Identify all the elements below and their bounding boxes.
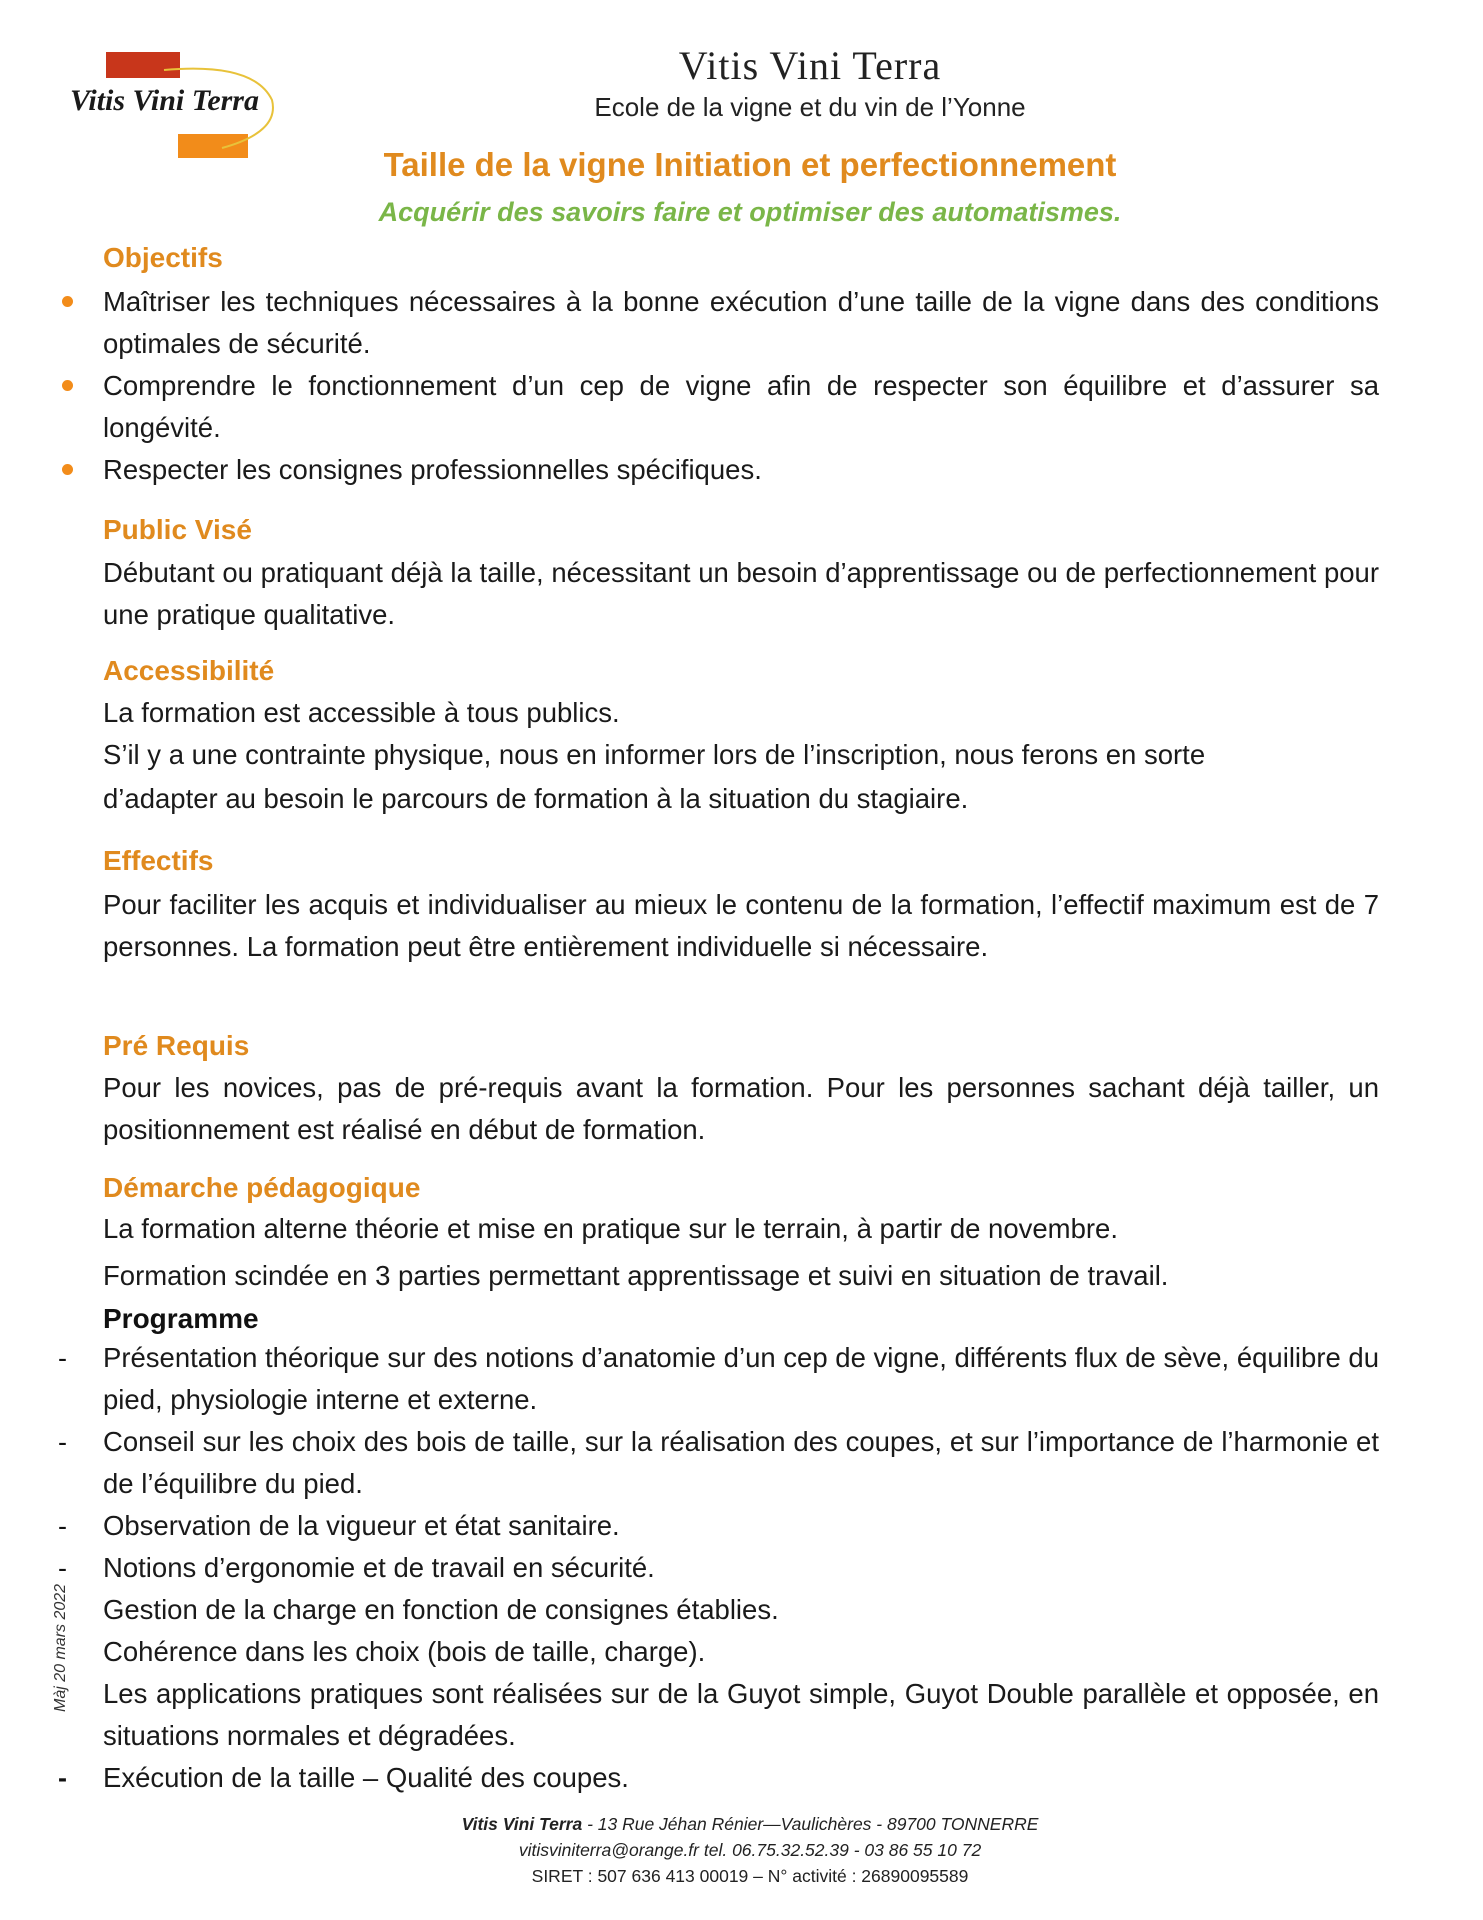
document-subtitle: Acquérir des savoirs faire et optimiser des automatismes.	[378, 197, 1122, 227]
programme-item: Cohérence dans les choix (bois de taille, charge).	[103, 1636, 706, 1667]
footer-siret: SIRET : 507 636 413 00019 – N° activité : 26890095589	[531, 1866, 969, 1886]
section-heading-public: Public Visé	[103, 514, 252, 545]
bullet-icon	[62, 380, 73, 391]
footer-email[interactable]: vitisviniterra@orange.fr	[518, 1840, 699, 1860]
programme-item: Gestion de la charge en fonction de consignes établies.	[103, 1594, 779, 1625]
document-title: Taille de la vigne Initiation et perfectionnement	[383, 146, 1117, 183]
accessibilite-line: La formation est accessible à tous publics.	[103, 697, 620, 728]
demarche-line: La formation alterne théorie et mise en pratique sur le terrain, à partir de novembre.	[103, 1213, 1118, 1244]
bullet-icon	[62, 296, 73, 307]
objectif-item: Comprendre le fonctionnement d’un cep de vigne afin de respecter son équilibre et d’assurer sa longévité.	[103, 370, 1379, 443]
dash-bullet: -	[58, 1553, 67, 1583]
footer-phone: tel. 06.75.32.52.39 - 03 86 55 10 72	[699, 1840, 982, 1860]
objectif-item: Maîtriser les techniques nécessaires à la bonne exécution d’une taille de la vigne dans des conditions optimales de sécurité.	[103, 286, 1379, 359]
programme-heading: Programme	[103, 1303, 259, 1334]
footer-contact-line	[300, 1840, 1200, 1861]
dash-bullet: -	[58, 1343, 67, 1373]
demarche-line: Formation scindée en 3 parties permettant apprentissage et suivi en situation de travail.	[103, 1260, 1169, 1291]
programme-item: Conseil sur les choix des bois de taille, sur la réalisation des coupes, et sur l’importance de l’harmonie et de l’équilibre du pied.	[103, 1426, 1379, 1499]
programme-item: Observation de la vigueur et état sanitaire.	[103, 1510, 620, 1541]
accessibilite-line: S’il y a une contrainte physique, nous en informer lors de l’inscription, nous ferons en sorte	[103, 739, 1206, 770]
objectif-item: Respecter les consignes professionnelles spécifiques.	[103, 454, 762, 485]
section-heading-effectifs: Effectifs	[103, 845, 214, 876]
public-text: Débutant ou pratiquant déjà la taille, nécessitant un besoin d’apprentissage ou de perfectionnement pour une pratique qualitative.	[103, 557, 1379, 630]
bullet-icon	[62, 464, 73, 475]
dash-bullet: -	[58, 1427, 67, 1457]
prerequis-text: Pour les novices, pas de pré-requis avant la formation. Pour les personnes sachant déjà tailler, un positionnement est réalisé en début de formation.	[103, 1072, 1379, 1145]
dash-bullet: -	[58, 1763, 67, 1793]
brand-name: Vitis Vini Terra	[678, 43, 942, 88]
footer-address-line	[300, 1814, 1200, 1835]
logo	[64, 48, 274, 168]
accessibilite-line: d’adapter au besoin le parcours de formation à la situation du stagiaire.	[103, 783, 969, 814]
dash-bullet: -	[58, 1511, 67, 1541]
programme-item: Exécution de la taille – Qualité des coupes.	[103, 1762, 629, 1793]
section-heading-objectifs: Objectifs	[103, 242, 223, 273]
section-heading-accessibilite: Accessibilité	[103, 655, 275, 686]
footer-address: - 13 Rue Jéhan Rénier—Vaulichères - 89700 TONNERRE	[582, 1814, 1039, 1834]
school-name: Ecole de la vigne et du vin de l’Yonne	[594, 92, 1026, 122]
update-date-note: Màj 20 mars 2022	[52, 1583, 69, 1712]
section-heading-demarche: Démarche pédagogique	[103, 1172, 421, 1203]
section-heading-prerequis: Pré Requis	[103, 1030, 250, 1061]
footer-org-name: Vitis Vini Terra	[461, 1814, 583, 1834]
programme-item: Les applications pratiques sont réalisées sur de la Guyot simple, Guyot Double parallèle et opposée, en situations normales et dégradées.	[103, 1678, 1379, 1751]
effectifs-text: Pour faciliter les acquis et individualiser au mieux le contenu de la formation, l’effectif maximum est de 7 personnes. La formation peut être entièrement individuelle si nécessaire.	[103, 889, 1379, 962]
logo-text: Vitis Vini Terra	[70, 84, 259, 117]
programme-item: Notions d’ergonomie et de travail en sécurité.	[103, 1552, 655, 1583]
programme-item: Présentation théorique sur des notions d’anatomie d’un cep de vigne, différents flux de sève, équilibre du pied, physiologie interne et externe.	[103, 1342, 1380, 1415]
